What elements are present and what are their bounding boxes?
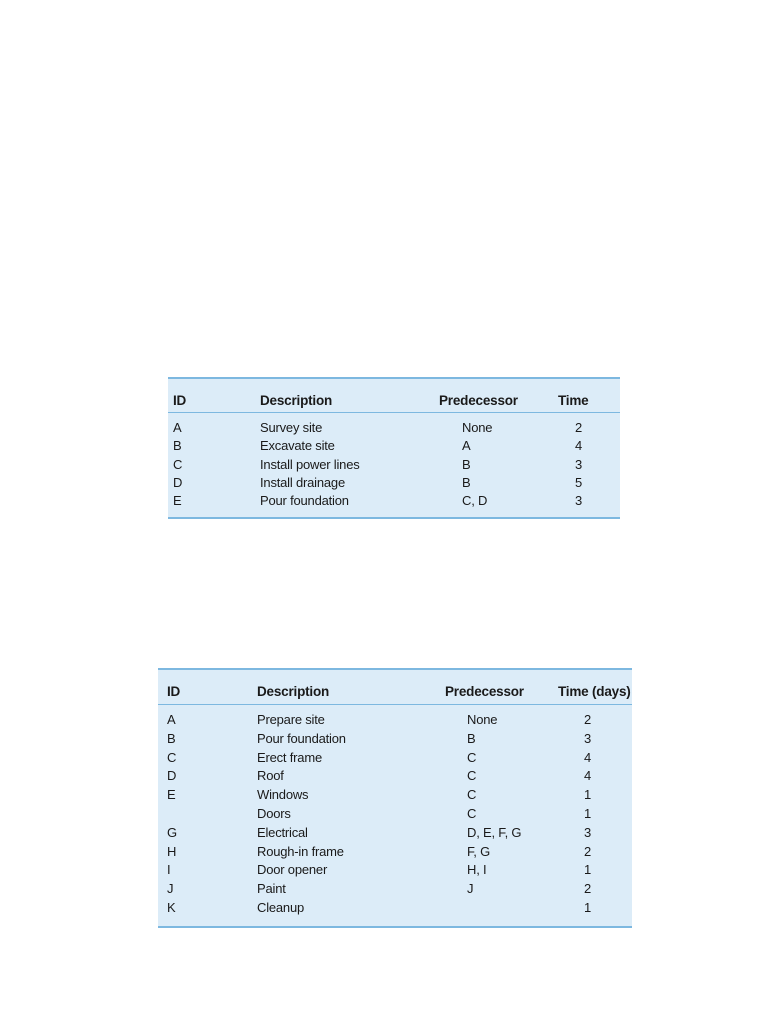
- cell-description: Cleanup: [257, 899, 305, 915]
- cell-id: A: [173, 420, 182, 435]
- table-row: [158, 730, 632, 749]
- table-header: [158, 670, 632, 704]
- cell-id: E: [173, 493, 182, 509]
- cell-id: C: [167, 749, 177, 765]
- header-divider: [158, 704, 632, 705]
- table-row: [158, 899, 632, 918]
- cell-time: 4: [584, 768, 592, 784]
- cell-id: B: [173, 438, 182, 454]
- activity-table-1: [168, 377, 620, 519]
- cell-description: Pour foundation: [257, 730, 346, 746]
- column-header-description: Description: [260, 393, 333, 408]
- table-body: [158, 711, 632, 918]
- cell-id: K: [167, 899, 176, 915]
- cell-time: 4: [584, 749, 592, 765]
- cell-time: 1: [584, 899, 592, 915]
- table-row: [168, 419, 620, 437]
- column-header-description: Description: [257, 684, 330, 699]
- cell-predecessor: C: [467, 805, 477, 821]
- cell-predecessor: B: [462, 474, 471, 490]
- cell-predecessor: H, I: [467, 862, 487, 878]
- cell-description: Electrical: [257, 824, 308, 840]
- cell-id: H: [167, 843, 177, 859]
- cell-time: 1: [584, 805, 592, 821]
- table-row: [158, 843, 632, 862]
- cell-predecessor: None: [462, 420, 493, 435]
- cell-id: G: [167, 824, 177, 840]
- cell-id: C: [173, 456, 183, 472]
- table-row: [158, 786, 632, 805]
- column-header-time: Time (days): [558, 684, 631, 699]
- table-row: [158, 767, 632, 786]
- cell-description: Survey site: [260, 420, 323, 435]
- cell-time: 1: [584, 862, 592, 878]
- column-header-id: ID: [173, 393, 187, 408]
- activity-table-2: [158, 668, 632, 928]
- column-header-time: Time: [558, 393, 589, 408]
- cell-time: 3: [575, 493, 583, 509]
- cell-description: Erect frame: [257, 749, 322, 765]
- cell-predecessor: J: [467, 881, 474, 897]
- cell-predecessor: D, E, F, G: [467, 824, 522, 840]
- table-row: [168, 456, 620, 474]
- cell-id: J: [167, 881, 174, 897]
- column-header-id: ID: [167, 684, 181, 699]
- cell-time: 3: [584, 824, 592, 840]
- cell-time: 2: [584, 843, 592, 859]
- cell-predecessor: B: [467, 730, 476, 746]
- table-row: [158, 880, 632, 899]
- cell-predecessor: F, G: [467, 843, 491, 859]
- cell-predecessor: C: [467, 768, 477, 784]
- cell-description: Excavate site: [260, 438, 335, 454]
- cell-predecessor: None: [467, 712, 498, 727]
- table-row: [158, 749, 632, 768]
- cell-description: Install power lines: [260, 456, 360, 472]
- table-row: [168, 437, 620, 455]
- cell-id: D: [167, 768, 177, 784]
- cell-description: Paint: [257, 881, 286, 897]
- cell-predecessor: C: [467, 749, 477, 765]
- cell-description: Pour foundation: [260, 493, 349, 509]
- table-row: [158, 824, 632, 843]
- cell-time: 2: [575, 420, 583, 435]
- cell-predecessor: C: [467, 787, 477, 803]
- table-row: [158, 861, 632, 880]
- cell-time: 1: [584, 787, 592, 803]
- table-header: [168, 379, 620, 412]
- cell-description: Doors: [257, 805, 291, 821]
- table-row: [168, 474, 620, 492]
- column-header-predecessor: Predecessor: [439, 393, 518, 408]
- cell-description: Rough-in frame: [257, 843, 344, 859]
- cell-description: Prepare site: [257, 712, 325, 727]
- cell-predecessor: A: [462, 438, 471, 454]
- table-body: [168, 419, 620, 510]
- cell-predecessor: B: [462, 456, 471, 472]
- table-row: [158, 805, 632, 824]
- cell-time: 4: [575, 438, 583, 454]
- table-row: [158, 711, 632, 730]
- table-row: [168, 492, 620, 510]
- cell-predecessor: C, D: [462, 493, 488, 509]
- cell-id: I: [167, 862, 171, 878]
- cell-time: 2: [584, 712, 592, 727]
- cell-id: D: [173, 474, 183, 490]
- cell-id: A: [167, 712, 176, 727]
- cell-time: 3: [584, 730, 592, 746]
- cell-description: Windows: [257, 787, 309, 803]
- cell-time: 3: [575, 456, 583, 472]
- cell-description: Roof: [257, 768, 284, 784]
- cell-time: 5: [575, 474, 583, 490]
- header-divider: [168, 412, 620, 413]
- cell-id: E: [167, 787, 176, 803]
- column-header-predecessor: Predecessor: [445, 684, 524, 699]
- cell-description: Door opener: [257, 862, 328, 878]
- cell-time: 2: [584, 881, 592, 897]
- cell-description: Install drainage: [260, 474, 345, 490]
- cell-id: B: [167, 730, 176, 746]
